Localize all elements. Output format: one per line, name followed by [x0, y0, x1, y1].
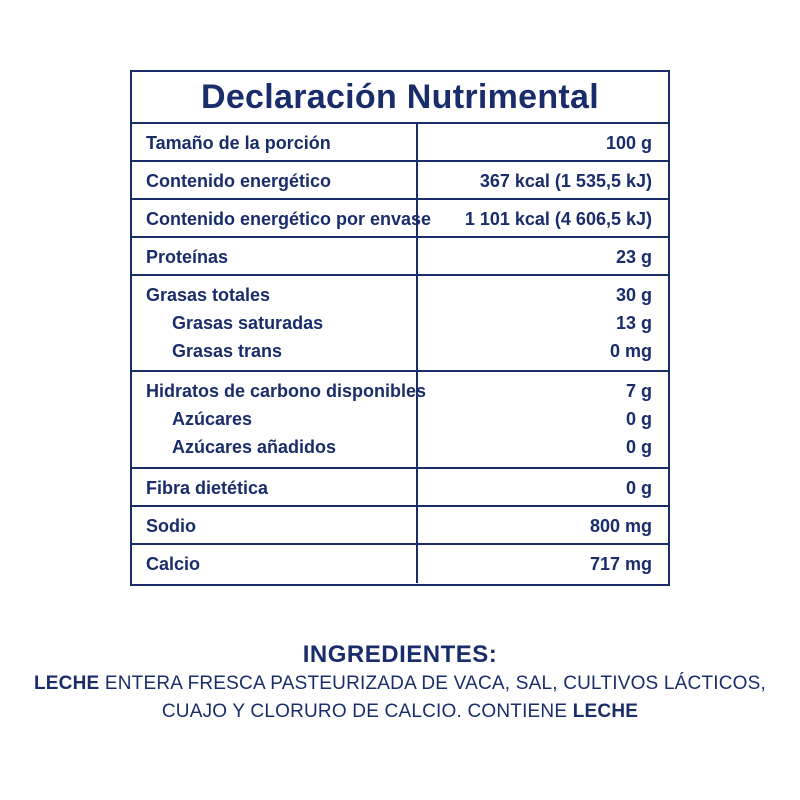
nutrient-label: Contenido energético por envase [146, 209, 432, 229]
nutrient-sublabel: Azúcares añadidos [172, 437, 337, 457]
nutrient-row-protein [132, 238, 668, 276]
nutrient-value: 1 101 kcal (4 606,5 kJ) [464, 209, 652, 229]
nutrient-value: 0 mg [609, 341, 652, 361]
ingredients-section [0, 640, 800, 726]
nutrient-value: 7 g [625, 381, 652, 401]
nutrient-row-calcium [132, 545, 668, 583]
ingredients-line-2 [0, 698, 800, 726]
nutrient-sublabel: Grasas saturadas [172, 313, 324, 333]
nutrient-value: 13 g [615, 313, 652, 333]
nutrient-value: 717 mg [589, 554, 652, 574]
nutrient-row-fiber [132, 469, 668, 507]
nutrient-label: Sodio [146, 516, 196, 536]
nutrient-label: Tamaño de la porción [146, 133, 331, 153]
nutrient-value: 30 g [615, 285, 652, 305]
nutrient-value: 0 g [625, 409, 652, 429]
nutrient-row-fats [132, 276, 668, 372]
nutrient-value: 0 g [625, 478, 652, 498]
nutrient-label: Calcio [146, 554, 201, 574]
nutrition-facts-panel [130, 70, 670, 586]
nutrient-value: 100 g [605, 133, 652, 153]
nutrient-sublabel: Azúcares [172, 409, 253, 429]
nutrient-row-carbohydrates [132, 372, 668, 469]
ingredients-emphasis: LECHE [33, 673, 100, 694]
nutrient-value: 367 kcal (1 535,5 kJ) [479, 171, 652, 191]
nutrient-row-energy [132, 162, 668, 200]
ingredients-title: INGREDIENTES: [302, 641, 498, 668]
nutrient-label: Grasas totales [146, 285, 271, 305]
nutrient-label: Proteínas [146, 247, 229, 267]
nutrient-sublabel: Grasas trans [172, 341, 283, 361]
nutrient-row-energy-per-package [132, 200, 668, 238]
nutrient-value: 800 mg [589, 516, 652, 536]
nutrient-label: Hidratos de carbono disponibles [146, 381, 427, 401]
nutrition-panel-title: Declaración Nutrimental [132, 72, 668, 124]
ingredients-emphasis: LECHE [572, 701, 639, 722]
nutrient-value: 23 g [615, 247, 652, 267]
nutrient-value: 0 g [625, 437, 652, 457]
ingredients-text: CUAJO Y CLORURO DE CALCIO. CONTIENE [161, 701, 573, 722]
nutrient-row-serving-size [132, 124, 668, 162]
nutrient-label: Contenido energético [146, 171, 332, 191]
ingredients-line-1 [0, 670, 800, 698]
nutrient-label: Fibra dietética [146, 478, 269, 498]
nutrient-row-sodium [132, 507, 668, 545]
ingredients-text: ENTERA FRESCA PASTEURIZADA DE VACA, SAL, CULTIVOS LÁCTICOS, [99, 673, 766, 694]
